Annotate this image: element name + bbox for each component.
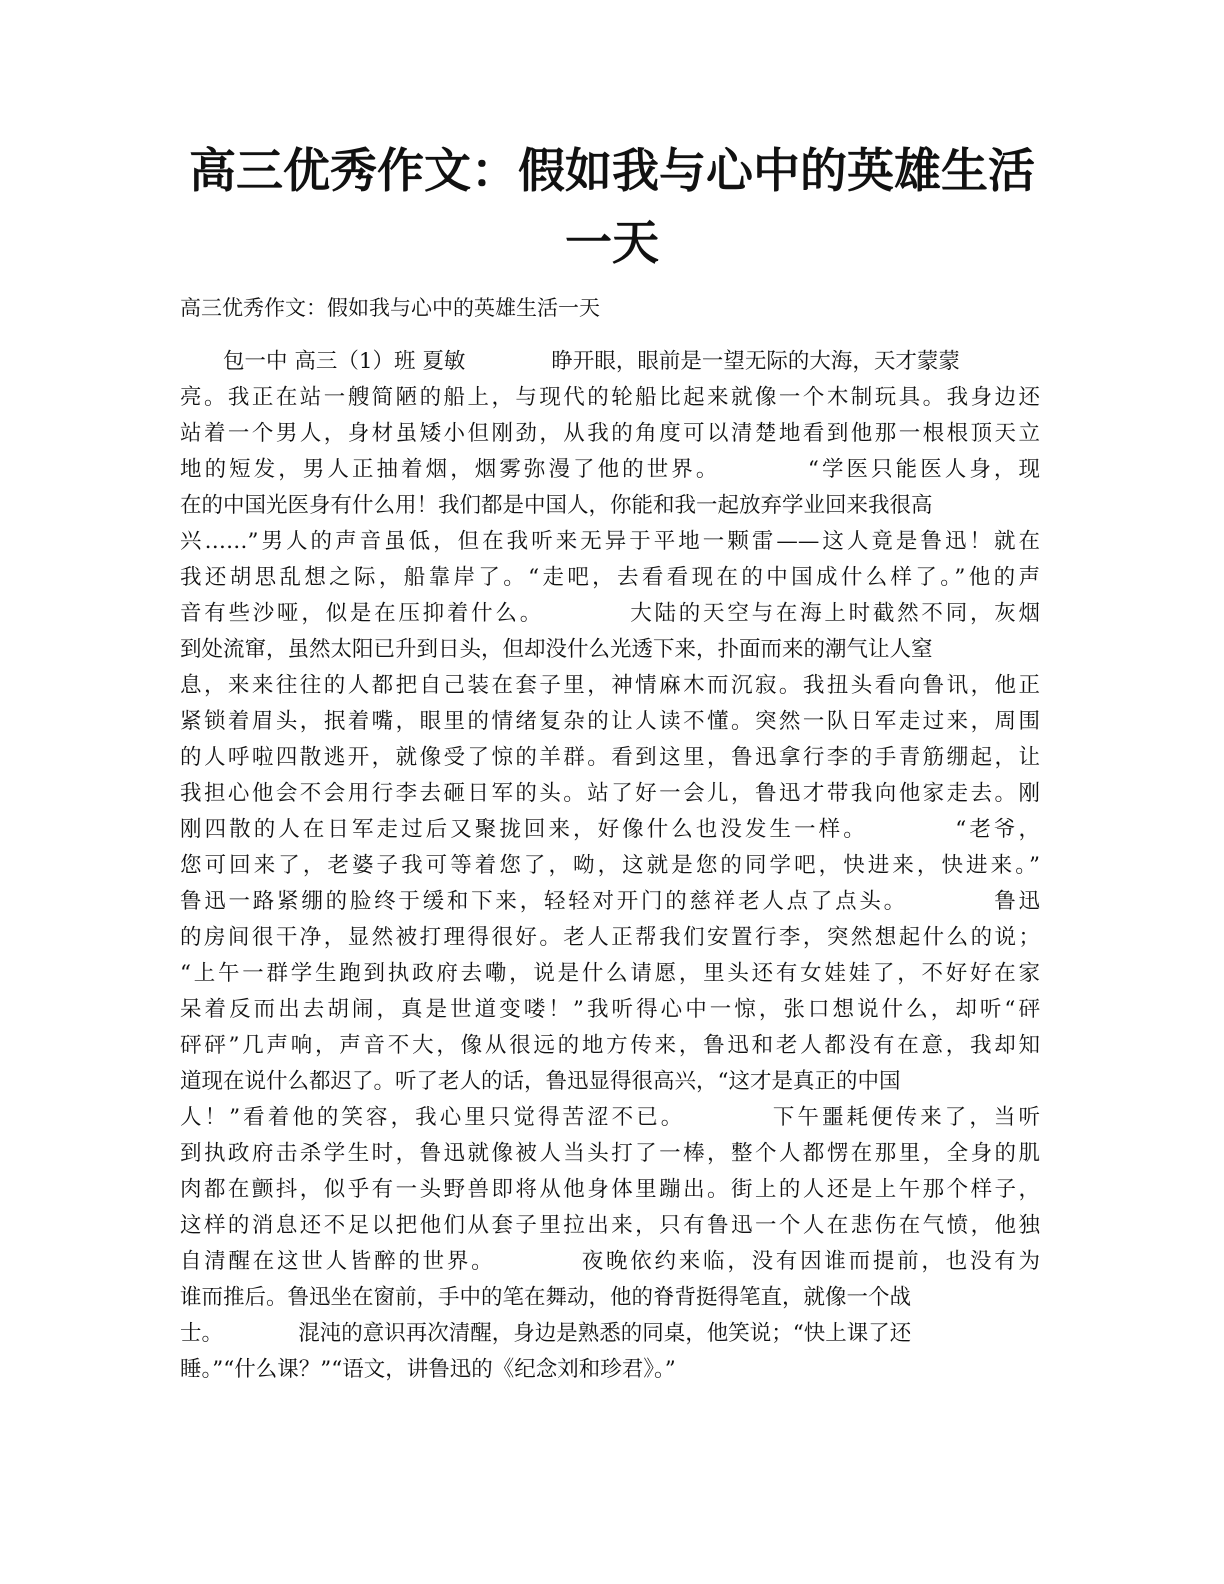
essay-line: 音有些沙哑，似是在压抑着什么。 大陆的天空与在海上时截然不同，灰烟	[180, 601, 1040, 626]
essay-line: 士。 混沌的意识再次清醒，身边是熟悉的同桌，他笑说；“快上课了还	[180, 1321, 912, 1346]
essay-line: 我担心他会不会用行李去砸日军的头。站了好一会儿，鲁迅才带我向他家走去。刚	[180, 781, 1040, 806]
essay-line: 亮。我正在站一艘简陋的船上，与现代的轮船比起来就像一个木制玩具。我身边还	[180, 385, 1040, 410]
essay-line: 人！”看着他的笑容，我心里只觉得苦涩不已。 下午噩耗便传来了，当听	[180, 1105, 1040, 1130]
essay-line: 肉都在颤抖，似乎有一头野兽即将从他身体里蹦出。街上的人还是上午那个样子，	[180, 1177, 1040, 1202]
essay-line: 自清醒在这世人皆醉的世界。 夜晚依约来临，没有因谁而提前，也没有为	[180, 1249, 1040, 1274]
essay-line: 砰砰”几声响，声音不大，像从很远的地方传来，鲁迅和老人都没有在意，我却知	[180, 1033, 1040, 1058]
essay-line: 包一中 高三（1）班 夏敏 睁开眼，眼前是一望无际的大海，天才蒙蒙	[223, 349, 960, 374]
essay-line: 鲁迅一路紧绷的脸终于缓和下来，轻轻对开门的慈祥老人点了点头。 鲁迅	[180, 889, 1040, 914]
essay-line: 您可回来了，老婆子我可等着您了，呦，这就是您的同学吧，快进来，快进来。”	[180, 853, 1040, 878]
essay-line: 道现在说什么都迟了。听了老人的话，鲁迅显得很高兴，“这才是真正的中国	[180, 1069, 901, 1094]
essay-line: 谁而推后。鲁迅坐在窗前，手中的笔在舞动，他的脊背挺得笔直，就像一个战	[180, 1285, 912, 1310]
essay-line: 到处流窜，虽然太阳已升到日头，但却没什么光透下来，扑面而来的潮气让人窒	[180, 637, 933, 662]
essay-line: “上午一群学生跑到执政府去嘞，说是什么请愿，里头还有女娃娃了，不好好在家	[180, 961, 1040, 986]
essay-line: 的房间很干净，显然被打理得很好。老人正帮我们安置行李，突然想起什么的说；	[180, 925, 1040, 950]
essay-body	[180, 344, 1040, 1388]
essay-line: 在的中国光医身有什么用！我们都是中国人，你能和我一起放弃学业回来我很高	[180, 493, 933, 518]
essay-line: 我还胡思乱想之际，船靠岸了。“走吧，去看看现在的中国成什么样了。”他的声	[180, 565, 1040, 590]
document-subtitle: 高三优秀作文：假如我与心中的英雄生活一天	[180, 296, 600, 320]
essay-line: 兴……”男人的声音虽低，但在我听来无异于平地一颗雷——这人竟是鲁迅！就在	[180, 529, 1040, 554]
essay-line: 刚四散的人在日军走过后又聚拢回来，好像什么也没发生一样。 “老爷，	[180, 817, 1040, 842]
essay-line: 到执政府击杀学生时，鲁迅就像被人当头打了一棒，整个人都愣在那里，全身的肌	[180, 1141, 1040, 1166]
document-title: 高三优秀作文：假如我与心中的英雄生活一天	[189, 144, 1035, 271]
essay-line: 睡。”“什么课？”“语文，讲鲁迅的《纪念刘和珍君》。”	[180, 1357, 676, 1382]
essay-line: 呆着反而出去胡闹，真是世道变喽！”我听得心中一惊，张口想说什么，却听“砰	[180, 997, 1040, 1022]
essay-line: 的人呼啦四散逃开，就像受了惊的羊群。看到这里，鲁迅拿行李的手青筋绷起，让	[180, 745, 1040, 770]
essay-line: 站着一个男人，身材虽矮小但刚劲，从我的角度可以清楚地看到他那一根根顶天立	[180, 421, 1040, 446]
essay-line: 地的短发，男人正抽着烟，烟雾弥漫了他的世界。 “学医只能医人身，现	[180, 457, 1040, 482]
essay-line: 这样的消息还不足以把他们从套子里拉出来，只有鲁迅一个人在悲伤在气愤，他独	[180, 1213, 1040, 1238]
essay-line: 紧锁着眉头，抿着嘴，眼里的情绪复杂的让人读不懂。突然一队日军走过来，周围	[180, 709, 1040, 734]
essay-line: 息，来来往往的人都把自己装在套子里，神情麻木而沉寂。我扭头看向鲁讯，他正	[180, 673, 1040, 698]
